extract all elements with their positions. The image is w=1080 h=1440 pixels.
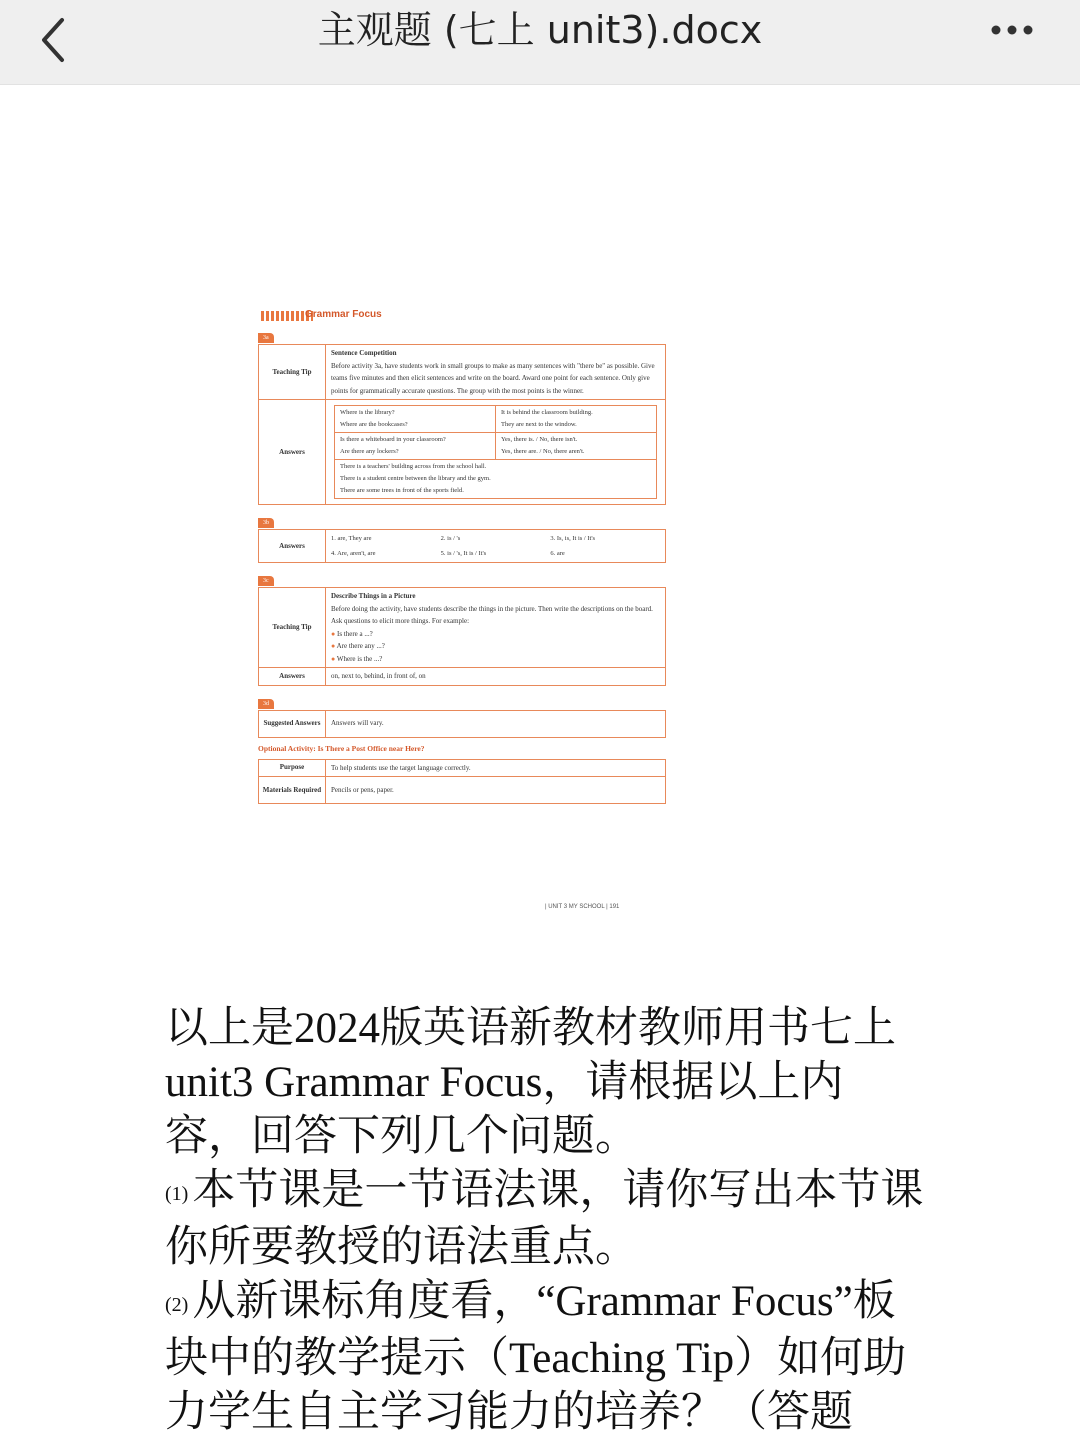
answer-line: It is behind the classroom building. bbox=[501, 409, 593, 416]
answer-line: Is there a whiteboard in your classroom? bbox=[340, 436, 446, 443]
answer-item: 1. are, They are bbox=[331, 535, 372, 542]
answer-item: 4. Are, aren't, are bbox=[331, 550, 376, 557]
box-3a bbox=[258, 344, 666, 505]
tag-3c: 3c bbox=[258, 576, 274, 586]
answers-3d: Answers will vary. bbox=[331, 719, 384, 728]
box-3d bbox=[258, 710, 666, 738]
question-text bbox=[165, 1002, 925, 1440]
purpose-label: Purpose bbox=[259, 760, 326, 777]
answer-line: Where is the library? bbox=[340, 409, 395, 416]
chevron-left-icon bbox=[30, 10, 80, 70]
more-dots-icon bbox=[988, 8, 1038, 52]
back-button[interactable] bbox=[30, 10, 80, 70]
page-footer: | UNIT 3 MY SCHOOL | 191 bbox=[545, 904, 620, 910]
optional-activity-title: Optional Activity: Is There a Post Office near Here? bbox=[258, 743, 425, 753]
tag-3d: 3d bbox=[258, 699, 274, 709]
teaching-tip-3c bbox=[326, 588, 665, 667]
embedded-textbook-image[interactable] bbox=[255, 306, 670, 910]
answer-line: They are next to the window. bbox=[501, 421, 577, 428]
tip-text: Before doing the activity, have students describe the things in the picture. Then write the descriptions on the board. Ask questions to elicit more things. For example: bbox=[331, 604, 653, 625]
bullet-text: Is there a ...? bbox=[336, 629, 373, 638]
teaching-tip-label: Teaching Tip bbox=[259, 345, 326, 399]
bullet-icon: ● bbox=[331, 654, 336, 663]
answers-label: Answers bbox=[259, 530, 326, 562]
materials-label: Materials Required bbox=[259, 777, 326, 803]
answer-line: There is a student centre between the library and the gym. bbox=[340, 475, 491, 482]
answer-line: Yes, there is. / No, there isn't. bbox=[501, 436, 578, 443]
question-intro: 以上是2024版英语新教材教师用书七上unit3 Grammar Focus，请根据以上内容，回答下列几个问题。 bbox=[165, 1005, 896, 1160]
answers-label: Answers bbox=[259, 400, 326, 504]
question-number: (2) bbox=[165, 1294, 189, 1317]
answer-line: There is a teachers' building across from the school hall. bbox=[340, 463, 487, 470]
teaching-tip-label: Teaching Tip bbox=[259, 588, 326, 667]
question-1 bbox=[165, 1164, 925, 1275]
grammar-focus-header bbox=[255, 306, 670, 326]
answer-item: 3. Is, is, It is / It's bbox=[550, 535, 596, 542]
box-optional bbox=[258, 759, 666, 805]
box-3b bbox=[258, 529, 666, 563]
answer-line: Yes, there are. / No, there aren't. bbox=[501, 448, 585, 455]
answer-line: There are some trees in front of the sports field. bbox=[340, 487, 464, 494]
answer-item: 5. is / 's, It is / It's bbox=[440, 550, 487, 557]
answer-line: Are there any lockers? bbox=[340, 448, 399, 455]
question-1-text: 本节课是一节语法课，请你写出本节课你所要教授的语法重点。 bbox=[165, 1167, 924, 1272]
purpose-text: To help students use the target language correctly. bbox=[331, 763, 471, 772]
tag-3b: 3b bbox=[258, 518, 274, 528]
tip-text: Before activity 3a, have students work in small groups to make as many sentences with "there be" as possible. Give teams five minutes and then elicit sentences and write on the board. Award one point for each sentence. Only give points for grammatically accurate questions. The group with the most points is the winner. bbox=[331, 361, 655, 395]
tip-title: Sentence Competition bbox=[331, 349, 397, 357]
question-2 bbox=[165, 1275, 925, 1440]
section-title: Grammar Focus bbox=[305, 309, 382, 320]
tag-3a: 3a bbox=[258, 333, 274, 343]
document-title: 主观题 (七上 unit3).docx bbox=[317, 8, 763, 52]
teaching-tip-3a bbox=[326, 345, 665, 399]
box-3c bbox=[258, 587, 666, 686]
question-number: (1) bbox=[165, 1183, 189, 1206]
answer-item: 2. is / 's bbox=[440, 535, 461, 542]
materials-text: Pencils or pens, paper. bbox=[331, 785, 394, 794]
tip-title: Describe Things in a Picture bbox=[331, 592, 416, 600]
top-bar bbox=[0, 0, 1080, 85]
answers-3c: on, next to, behind, in front of, on bbox=[331, 672, 426, 680]
answers-table-3a bbox=[334, 405, 657, 499]
bullet-text: Are there any ...? bbox=[336, 642, 385, 650]
suggested-answers-label: Suggested Answers bbox=[259, 711, 326, 737]
answer-item: 6. are bbox=[550, 550, 565, 557]
bullet-text: Where is the ...? bbox=[336, 654, 383, 663]
bullet-icon: ● bbox=[331, 629, 336, 638]
answer-line: Where are the bookcases? bbox=[340, 421, 408, 428]
more-button[interactable] bbox=[988, 8, 1038, 52]
bullet-icon: ● bbox=[331, 642, 336, 650]
question-2-text: 从新课标角度看，“Grammar Focus”板块中的教学提示（Teaching Tip）如何助力学生自主学习能力的培养？（答题 bbox=[165, 1278, 907, 1437]
answers-label: Answers bbox=[259, 668, 326, 685]
